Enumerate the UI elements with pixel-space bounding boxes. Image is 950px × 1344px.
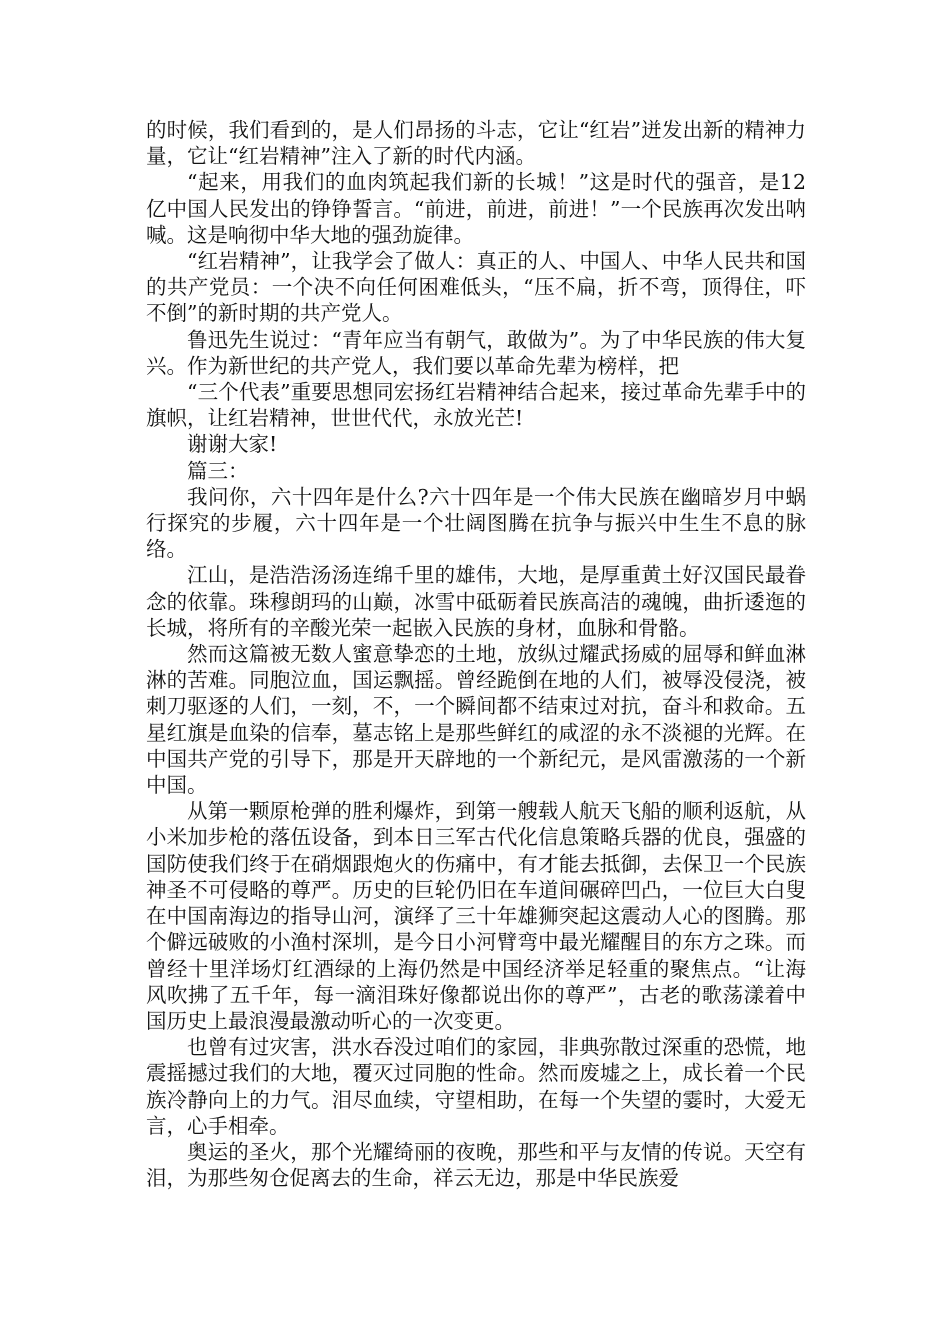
paragraph: 然而这篇被无数人蜜意挚恋的土地，放纵过耀武扬威的屈辱和鲜血淋淋的苦难。同胞泣血，国运飘摇。曾经跪倒在地的人们，被辱没侵浇，被刺刀驱逐的人们，一刻，不，一个瞬间都不结束过对抗，奋斗和救命。五星红旗是血染的信奉，墓志铭上是那些鲜红的咸涩的永不淡褪的光辉。在中国共产党的引导下，那是开天辟地的一个新纪元，是风雷激荡的一个新中国。 [146, 642, 806, 798]
paragraph: “红岩精神”，让我学会了做人：真正的人、中国人、中华人民共和国的共产党员：一个决不向任何困难低头，“压不扁，折不弯，顶得住，吓不倒”的新时期的共产党人。 [146, 249, 806, 326]
paragraph: 江山，是浩浩汤汤连绵千里的雄伟，大地，是厚重黄土好汉国民最眷念的依靠。珠穆朗玛的山巅，冰雪中砥砺着民族高洁的魂魄，曲折逶迤的长城，将所有的辛酸光荣一起嵌入民族的身材，血脉和骨骼。 [146, 563, 806, 640]
paragraph: 从第一颗原枪弹的胜利爆炸，到第一艘载人航天飞船的顺利返航，从小米加步枪的落伍设备，到本日三军古代化信息策略兵器的优良，强盛的国防使我们终于在硝烟跟炮火的伤痛中，有才能去抵御，去保卫一个民族神圣不可侵略的尊严。历史的巨轮仍旧在车道间碾碎凹凸，一位巨大白叟在中国南海边的指导山河，演绎了三十年雄狮突起这震动人心的图腾。那个僻远破败的小渔村深圳，是今日小河臂弯中最光耀醒目的东方之珠。而曾经十里洋场灯红酒绿的上海仍然是中国经济举足轻重的聚焦点。“让海风吹拂了五千年，每一滴泪珠好像都说出你的尊严”，古老的歌荡漾着中国历史上最浪漫最激动听心的一次变更。 [146, 799, 806, 1033]
paragraph: “起来，用我们的血肉筑起我们新的长城！”这是时代的强音，是12亿中国人民发出的铮铮誓言。“前进，前进，前进！”一个民族再次发出呐喊。这是响彻中华大地的强劲旋律。 [146, 170, 806, 247]
paragraph: 鲁迅先生说过：“青年应当有朝气，敢做为”。为了中华民族的伟大复兴。作为新世纪的共产党人，我们要以革命先辈为榜样，把 [146, 327, 806, 378]
paragraph: 我问你，六十四年是什么?六十四年是一个伟大民族在幽暗岁月中蜗行探究的步履，六十四年是一个壮阔图腾在抗争与振兴中生生不息的脉络。 [146, 484, 806, 562]
paragraph: 奥运的圣火，那个光耀绮丽的夜晚，那些和平与友情的传说。天空有泪，为那些匆仓促离去的生命，祥云无边，那是中华民族爱 [146, 1139, 806, 1191]
paragraph-continuation: 的时候，我们看到的，是人们昂扬的斗志，它让“红岩”迸发出新的精神力量，它让“红岩精神”注入了新的时代内涵。 [146, 118, 806, 169]
closing-line: 谢谢大家! [187, 432, 278, 457]
document-body [146, 117, 806, 1191]
paragraph: “三个代表”重要思想同宏扬红岩精神结合起来，接过革命先辈手中的旗帜，让红岩精神，世世代代，永放光芒! [146, 380, 806, 431]
section-heading: 篇三： [187, 458, 249, 483]
paragraph: 也曾有过灾害，洪水吞没过咱们的家园，非典弥散过深重的恐慌，地震摇撼过我们的大地，覆灭过同胞的性命。然而废墟之上，成长着一个民族冷静向上的力气。泪尽血续，守望相助，在每一个失望的霎时，大爱无言，心手相牵。 [146, 1035, 806, 1138]
